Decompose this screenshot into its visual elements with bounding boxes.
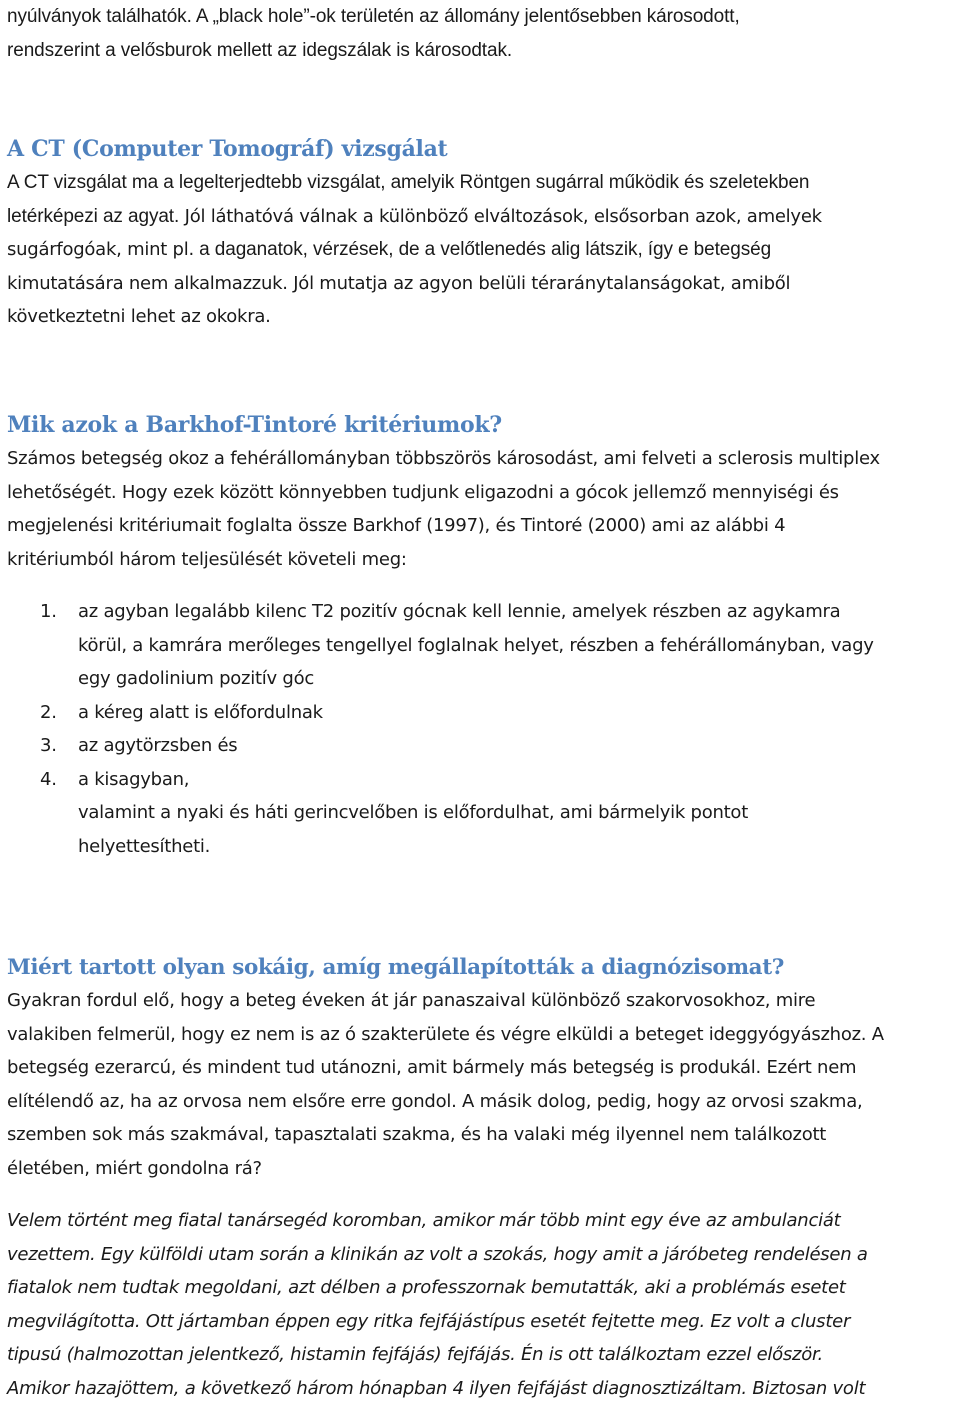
barkhof-section [7, 409, 880, 863]
text-line: tipusú (halmozottan jelentkező, histamin fejfájás) fejfájás. Én is ott találkoztam ezzel először. [7, 1338, 884, 1372]
diagnosis-paragraph [7, 984, 884, 1185]
list-item-text: egy gadolinium pozitív góc [78, 662, 880, 696]
diagnosis-heading: Miért tartott olyan sokáig, amíg megállapították a diagnózisomat? [7, 951, 884, 984]
list-number: 1. [40, 595, 57, 629]
text-line: A CT vizsgálat ma a legelterjedtebb vizsgálat, amelyik Röntgen sugárral működik és szeletekben [7, 166, 822, 200]
barkhof-paragraph [7, 442, 880, 576]
list-item-text: a kéreg alatt is előfordulnak [78, 696, 880, 730]
list-item-text: a kisagyban, [78, 763, 880, 797]
text-line: megjelenési kritériumait foglalta össze Barkhof (1997), és Tintoré (2000) ami az alábbi 4 [7, 509, 880, 543]
text-line: megvilágította. Ott jártamban éppen egy ritka fejfájástípus esetét fejtette meg. Ez volt a cluster [7, 1305, 884, 1339]
text-line: valakiben felmerül, hogy ez nem is az ó szakterülete és végre elküldi a beteget ideggyógyászhoz. A [7, 1018, 884, 1052]
text-line: vezettem. Egy külföldi utam során a klinikán az volt a szokás, hogy amit a járóbeteg rendelésen a [7, 1238, 884, 1272]
text-line: betegség ezerarcú, és mindent tud utánozni, amit bármely más betegség is produkál. Ezért nem [7, 1051, 884, 1085]
text-line: kritériumból három teljesülését követeli meg: [7, 543, 880, 577]
ct-heading: A CT (Computer Tomográf) vizsgálat [7, 133, 822, 166]
list-item-text: az agytörzsben és [78, 729, 880, 763]
text-line [7, 233, 822, 267]
text-line: nyúlványok találhatók. A „black hole”-ok területén az állomány jelentősebben károsodott, [7, 0, 740, 34]
list-item-text: az agyban legalább kilenc T2 pozitív gócnak kell lennie, amelyek részben az agykamra [78, 595, 880, 629]
text-run: Jól láthatóvá válnak a különböző elváltozások, elsősorban azok, amelyek [179, 206, 822, 227]
list-item [7, 729, 880, 763]
text-line: elítélendő az, ha az orvosa nem elsőre erre gondol. A másik dolog, pedig, hogy az orvosi szakma, [7, 1085, 884, 1119]
barkhof-heading: Mik azok a Barkhof-Tintoré kritériumok? [7, 409, 880, 442]
text-line: Velem történt meg fiatal tanársegéd koromban, amikor már több mint egy éve az ambulanciát [7, 1204, 884, 1238]
criteria-list [7, 595, 880, 796]
list-number: 4. [40, 763, 57, 797]
anecdote-paragraph [7, 1204, 884, 1405]
text-line: valamint a nyaki és háti gerincvelőben is előfordulhat, ami bármelyik pontot [7, 796, 880, 830]
text-line: fiatalok nem tudtak megoldani, azt délben a professzornak bemutatták, aki a problémás esetet [7, 1271, 884, 1305]
diagnosis-section [7, 951, 884, 1405]
text-line [7, 200, 822, 234]
list-number: 3. [40, 729, 57, 763]
list-item [7, 696, 880, 730]
text-line: Gyakran fordul elő, hogy a beteg éveken át jár panaszaival különböző szakorvosokhoz, mire [7, 984, 884, 1018]
list-number: 2. [40, 696, 57, 730]
text-line: életében, miért gondolna rá? [7, 1152, 884, 1186]
text-line: helyettesítheti. [7, 830, 880, 864]
ct-paragraph [7, 166, 822, 334]
text-run: letérképezi az agyat. [7, 206, 179, 227]
text-line: rendszerint a velősburok mellett az idegszálak is károsodtak. [7, 34, 740, 68]
ct-section [7, 133, 822, 334]
text-run: sugárfogóak, mint pl. [7, 239, 194, 260]
text-line: következtetni lehet az okokra. [7, 300, 822, 334]
list-item [7, 595, 880, 696]
list-item [7, 763, 880, 797]
intro-paragraph [7, 0, 740, 67]
text-line: Amikor hazajöttem, a következő három hónapban 4 ilyen fejfájást diagnosztizáltam. Biztosan volt [7, 1372, 884, 1405]
text-line: Számos betegség okoz a fehérállományban többszörös károsodást, ami felveti a sclerosis multiplex [7, 442, 880, 476]
text-run: a daganatok, vérzések, de a velőtlenedés alig látszik, így e betegség [194, 239, 771, 260]
text-line: szemben sok más szakmával, tapasztalati szakma, és ha valaki még ilyennel nem találkozott [7, 1118, 884, 1152]
list-item-text: körül, a kamrára merőleges tengellyel foglalnak helyet, részben a fehérállományban, vagy [78, 629, 880, 663]
text-line: kimutatására nem alkalmazzuk. Jól mutatja az agyon belüli téraránytalanságokat, amiből [7, 267, 822, 301]
criteria-note [7, 796, 880, 863]
text-line: lehetőségét. Hogy ezek között könnyebben tudjunk eligazodni a gócok jellemző mennyiségi és [7, 476, 880, 510]
